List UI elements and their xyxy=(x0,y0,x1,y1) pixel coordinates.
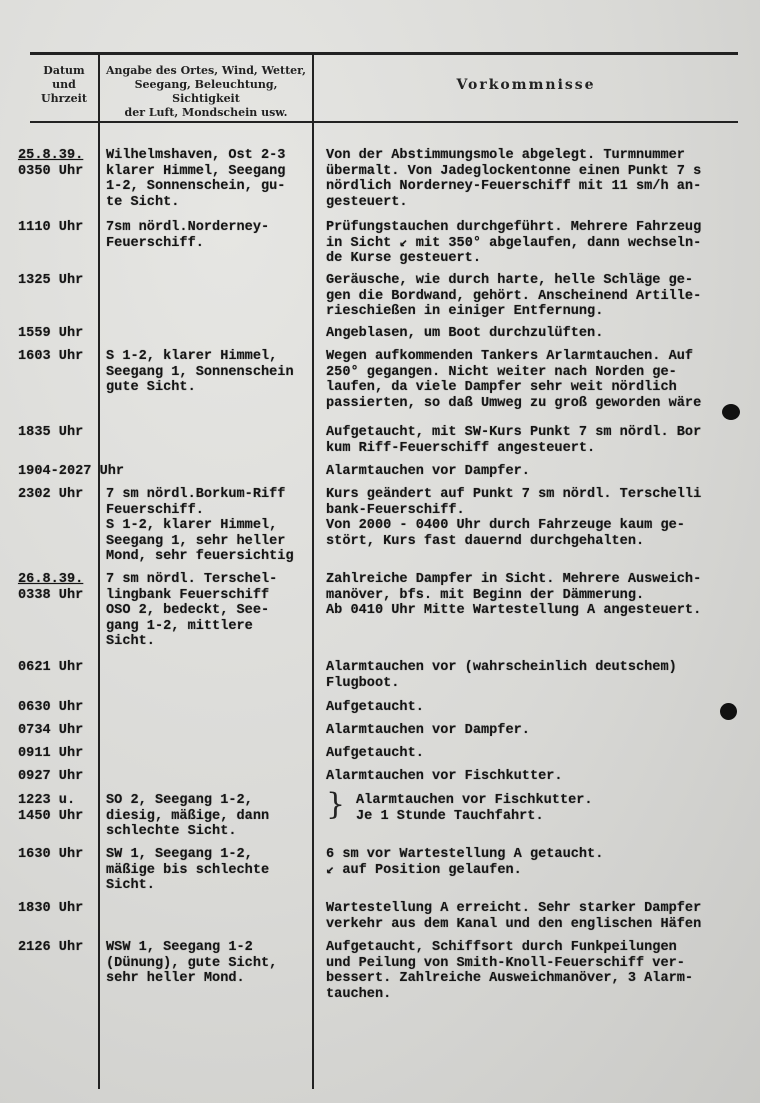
entry-datetime xyxy=(18,769,83,785)
entry-location-weather-line: gang 1-2, mittlere xyxy=(106,618,253,634)
entry-events-line: Aufgetaucht, mit SW-Kurs Punkt 7 sm nördl. Bor xyxy=(326,425,702,440)
entry-events xyxy=(326,901,701,932)
entry-events-line: Aufgetaucht. xyxy=(326,746,424,761)
entry-events xyxy=(326,940,693,1002)
header-col2-line: der Luft, Mondschein usw. xyxy=(124,106,288,119)
entry-datetime xyxy=(18,349,83,365)
entry-events-line: Aufgetaucht, Schiffsort durch Funkpeilungen xyxy=(326,940,677,955)
entry-location-weather-line: mäßige bis schlechte xyxy=(106,862,270,878)
header-location-weather xyxy=(101,64,311,120)
entry-events-line: 6 sm vor Wartestellung A getaucht. xyxy=(326,847,604,862)
entry-events-line: Alarmtauchen vor Fischkutter. xyxy=(356,793,593,808)
entry-location-weather-line: Mond, sehr feuersichtig xyxy=(106,549,294,565)
entry-events-line: Flugboot. xyxy=(326,675,400,691)
entry-datetime xyxy=(18,700,83,716)
ink-blot xyxy=(720,703,737,720)
entry-events xyxy=(326,769,563,785)
entry-location-weather xyxy=(106,572,277,650)
entry-datetime xyxy=(18,847,83,863)
entry-events-line: bessert. Zahlreiche Ausweichmanöver, 3 Alarm- xyxy=(326,971,694,987)
entry-events xyxy=(326,349,701,411)
entry-events-line: Alarmtauchen vor (wahrscheinlich deutschem) xyxy=(326,660,677,675)
header-col1-line: und xyxy=(52,78,76,91)
entry-datetime xyxy=(18,901,83,917)
entry-datetime-line: 1110 Uhr xyxy=(18,220,84,235)
header-col2-line: Seegang, Beleuchtung, Sichtigkeit xyxy=(134,78,278,105)
entry-location-weather xyxy=(106,220,269,251)
entry-datetime xyxy=(18,220,83,236)
entry-events-line: kum Riff-Feuerschiff angesteuert. xyxy=(326,440,596,456)
entry-events-line: verkehr aus dem Kanal und den englischen Häfen xyxy=(326,916,702,932)
entry-location-weather-line: S 1-2, klarer Himmel, xyxy=(106,349,278,364)
entry-events-line: Aufgetaucht. xyxy=(326,700,424,715)
entry-events-line: in Sicht ↙ mit 350° abgelaufen, dann wechseln- xyxy=(326,235,702,251)
entry-location-weather-line: 7sm nördl.Norderney- xyxy=(106,220,270,235)
entry-location-weather xyxy=(106,349,294,396)
entry-location-weather xyxy=(106,487,294,565)
brace-mark: } xyxy=(326,787,346,822)
entry-datetime-line: 1325 Uhr xyxy=(18,273,84,288)
entry-location-weather-line: 7 sm nördl.Borkum-Riff xyxy=(106,487,286,502)
entry-events xyxy=(326,660,677,691)
entry-location-weather-line: schlechte Sicht. xyxy=(106,824,237,840)
entry-events-line: gen die Bordwand, gehört. Anscheinend Artille- xyxy=(326,288,702,304)
entry-datetime-line: 0630 Uhr xyxy=(18,700,84,715)
header-col1-line: Uhrzeit xyxy=(41,92,87,105)
entry-events-line: stört, Kurs fast dauernd durchgehalten. xyxy=(326,533,645,549)
entry-location-weather-line: Feuerschiff. xyxy=(106,502,204,518)
header-rule xyxy=(30,121,738,123)
entry-events-line: Wegen aufkommenden Tankers Arlarmtauchen. Auf xyxy=(326,349,694,364)
entry-events xyxy=(326,723,530,739)
entry-location-weather-line: diesig, mäßige, dann xyxy=(106,808,270,824)
entry-location-weather-line: Seegang 1, Sonnenschein xyxy=(106,364,294,380)
entry-location-weather-line: 1-2, Sonnenschein, gu- xyxy=(106,179,286,195)
entry-events-line: Zahlreiche Dampfer in Sicht. Mehrere Ausweich- xyxy=(326,572,702,587)
entry-events-line: Alarmtauchen vor Fischkutter. xyxy=(326,769,563,784)
entry-events-line: Geräusche, wie durch harte, helle Schläge ge- xyxy=(326,273,694,288)
entry-events-line: laufen, da viele Dampfer sehr weit nördlich xyxy=(326,380,677,396)
entry-datetime xyxy=(18,326,83,342)
entry-location-weather-line: te Sicht. xyxy=(106,194,180,210)
entry-events-line: und Peilung von Smith-Knoll-Feuerschiff ver- xyxy=(326,955,685,971)
entry-events-line: tauchen. xyxy=(326,986,392,1002)
entry-events xyxy=(326,464,530,480)
column-divider-2 xyxy=(312,54,314,1089)
entry-events-line: Alarmtauchen vor Dampfer. xyxy=(326,723,530,738)
ink-blot xyxy=(722,404,740,420)
entry-location-weather-line: Sicht. xyxy=(106,634,155,650)
entry-location-weather xyxy=(106,940,277,987)
entry-events-line: 250° gegangen. Nicht weiter nach Norden ge- xyxy=(326,364,677,380)
entry-events-line: Von der Abstimmungsmole abgelegt. Turmnummer xyxy=(326,148,685,163)
entry-events-line: Von 2000 - 0400 Uhr durch Fahrzeuge kaum ge- xyxy=(326,518,685,534)
header-col1-line: Datum xyxy=(43,64,85,77)
entry-events xyxy=(326,572,701,619)
entry-events-line: de Kurse gesteuert. xyxy=(326,251,481,267)
entry-events xyxy=(326,487,701,549)
entry-datetime-line: 1835 Uhr xyxy=(18,425,84,440)
entry-datetime-line: 1223 u. xyxy=(18,793,76,808)
entry-datetime xyxy=(18,940,83,956)
header-date-time xyxy=(30,64,98,106)
entry-events xyxy=(326,746,424,762)
header-col2-line: Angabe des Ortes, Wind, Wetter, xyxy=(105,64,307,77)
entry-datetime-line: 26.8.39. xyxy=(18,572,84,587)
entry-events-line: gesteuert. xyxy=(326,194,408,210)
entry-datetime xyxy=(18,746,83,762)
entry-location-weather-line: S 1-2, klarer Himmel, xyxy=(106,518,278,534)
entry-events-line: Prüfungstauchen durchgeführt. Mehrere Fahrzeug xyxy=(326,220,702,235)
entry-location-weather-line: gute Sicht. xyxy=(106,380,196,396)
entry-datetime xyxy=(18,487,83,503)
entry-datetime xyxy=(18,660,83,676)
entry-datetime-line: 1450 Uhr xyxy=(18,808,84,824)
entry-datetime-line: 1559 Uhr xyxy=(18,326,84,341)
entry-datetime xyxy=(18,273,83,289)
entry-events-line: bank-Feuerschiff. xyxy=(326,502,465,518)
entry-location-weather-line: SO 2, Seegang 1-2, xyxy=(106,793,253,808)
entry-events-line: passierten, so daß Umweg zu groß geworden wäre xyxy=(326,395,702,411)
entry-datetime xyxy=(18,793,83,824)
entry-location-weather-line: SW 1, Seegang 1-2, xyxy=(106,847,253,862)
entry-datetime xyxy=(18,723,83,739)
entry-events-line: Wartestellung A erreicht. Sehr starker Dampfer xyxy=(326,901,702,916)
entry-datetime-line: 2302 Uhr xyxy=(18,487,84,502)
entry-datetime xyxy=(18,572,83,603)
entry-datetime-line: 0350 Uhr xyxy=(18,163,84,179)
entry-events xyxy=(326,220,701,267)
entry-events-line: nördlich Norderney-Feuerschiff mit 11 sm/h an- xyxy=(326,179,702,195)
entry-datetime-line: 1630 Uhr xyxy=(18,847,84,862)
entry-events xyxy=(326,326,603,342)
entry-datetime-line: 2126 Uhr xyxy=(18,940,84,955)
entry-events-line: Ab 0410 Uhr Mitte Wartestellung A angesteuert. xyxy=(326,603,702,619)
entry-datetime-line: 1904-2027 Uhr xyxy=(18,464,125,479)
entry-location-weather-line: Seegang 1, sehr heller xyxy=(106,533,286,549)
entry-location-weather-line: sehr heller Mond. xyxy=(106,971,245,987)
entry-events-line: rieschießen in einiger Entfernung. xyxy=(326,304,604,320)
entry-location-weather-line: Wilhelmshaven, Ost 2-3 xyxy=(106,148,286,163)
entry-location-weather-line: (Dünung), gute Sicht, xyxy=(106,955,278,971)
entry-events xyxy=(326,425,701,456)
entry-events xyxy=(356,793,593,824)
entry-datetime-line: 1830 Uhr xyxy=(18,901,84,916)
top-rule xyxy=(30,52,738,55)
entry-events xyxy=(326,148,701,210)
entry-datetime xyxy=(18,148,83,179)
entry-datetime-line: 1603 Uhr xyxy=(18,349,84,364)
entry-datetime xyxy=(18,425,83,441)
entry-datetime-line: 0927 Uhr xyxy=(18,769,84,784)
entry-events-line: Je 1 Stunde Tauchfahrt. xyxy=(356,808,544,824)
entry-location-weather-line: klarer Himmel, Seegang xyxy=(106,163,286,179)
entry-location-weather-line: lingbank Feuerschiff xyxy=(106,587,270,603)
entry-events-line: manöver, bfs. mit Beginn der Dämmerung. xyxy=(326,587,645,603)
entry-datetime-line: 0621 Uhr xyxy=(18,660,84,675)
entry-events-line: Alarmtauchen vor Dampfer. xyxy=(326,464,530,479)
entry-location-weather xyxy=(106,847,269,894)
entry-location-weather xyxy=(106,793,269,840)
entry-location-weather-line: Sicht. xyxy=(106,878,155,894)
entry-events xyxy=(326,700,424,716)
entry-location-weather-line: Feuerschiff. xyxy=(106,235,204,251)
entry-events-line: Angeblasen, um Boot durchzulüften. xyxy=(326,326,604,341)
entry-datetime-line: 0734 Uhr xyxy=(18,723,84,738)
entry-datetime-line: 0338 Uhr xyxy=(18,587,84,603)
entry-datetime-line: 0911 Uhr xyxy=(18,746,84,761)
column-divider-1 xyxy=(98,54,100,1089)
entry-events xyxy=(326,847,603,878)
entry-datetime xyxy=(18,464,124,480)
entry-location-weather-line: WSW 1, Seegang 1-2 xyxy=(106,940,253,955)
entry-datetime-line: 25.8.39. xyxy=(18,148,84,163)
entry-events xyxy=(326,273,701,320)
entry-location-weather-line: 7 sm nördl. Terschel- xyxy=(106,572,278,587)
entry-location-weather-line: OSO 2, bedeckt, See- xyxy=(106,603,270,619)
entry-location-weather xyxy=(106,148,285,210)
entry-events-line: ↙ auf Position gelaufen. xyxy=(326,862,522,878)
entry-events-line: Kurs geändert auf Punkt 7 sm nördl. Terschelli xyxy=(326,487,702,502)
entry-events-line: übermalt. Von Jadeglockentonne einen Punkt 7 s xyxy=(326,163,702,179)
header-events: Vorkommnisse xyxy=(456,77,596,93)
